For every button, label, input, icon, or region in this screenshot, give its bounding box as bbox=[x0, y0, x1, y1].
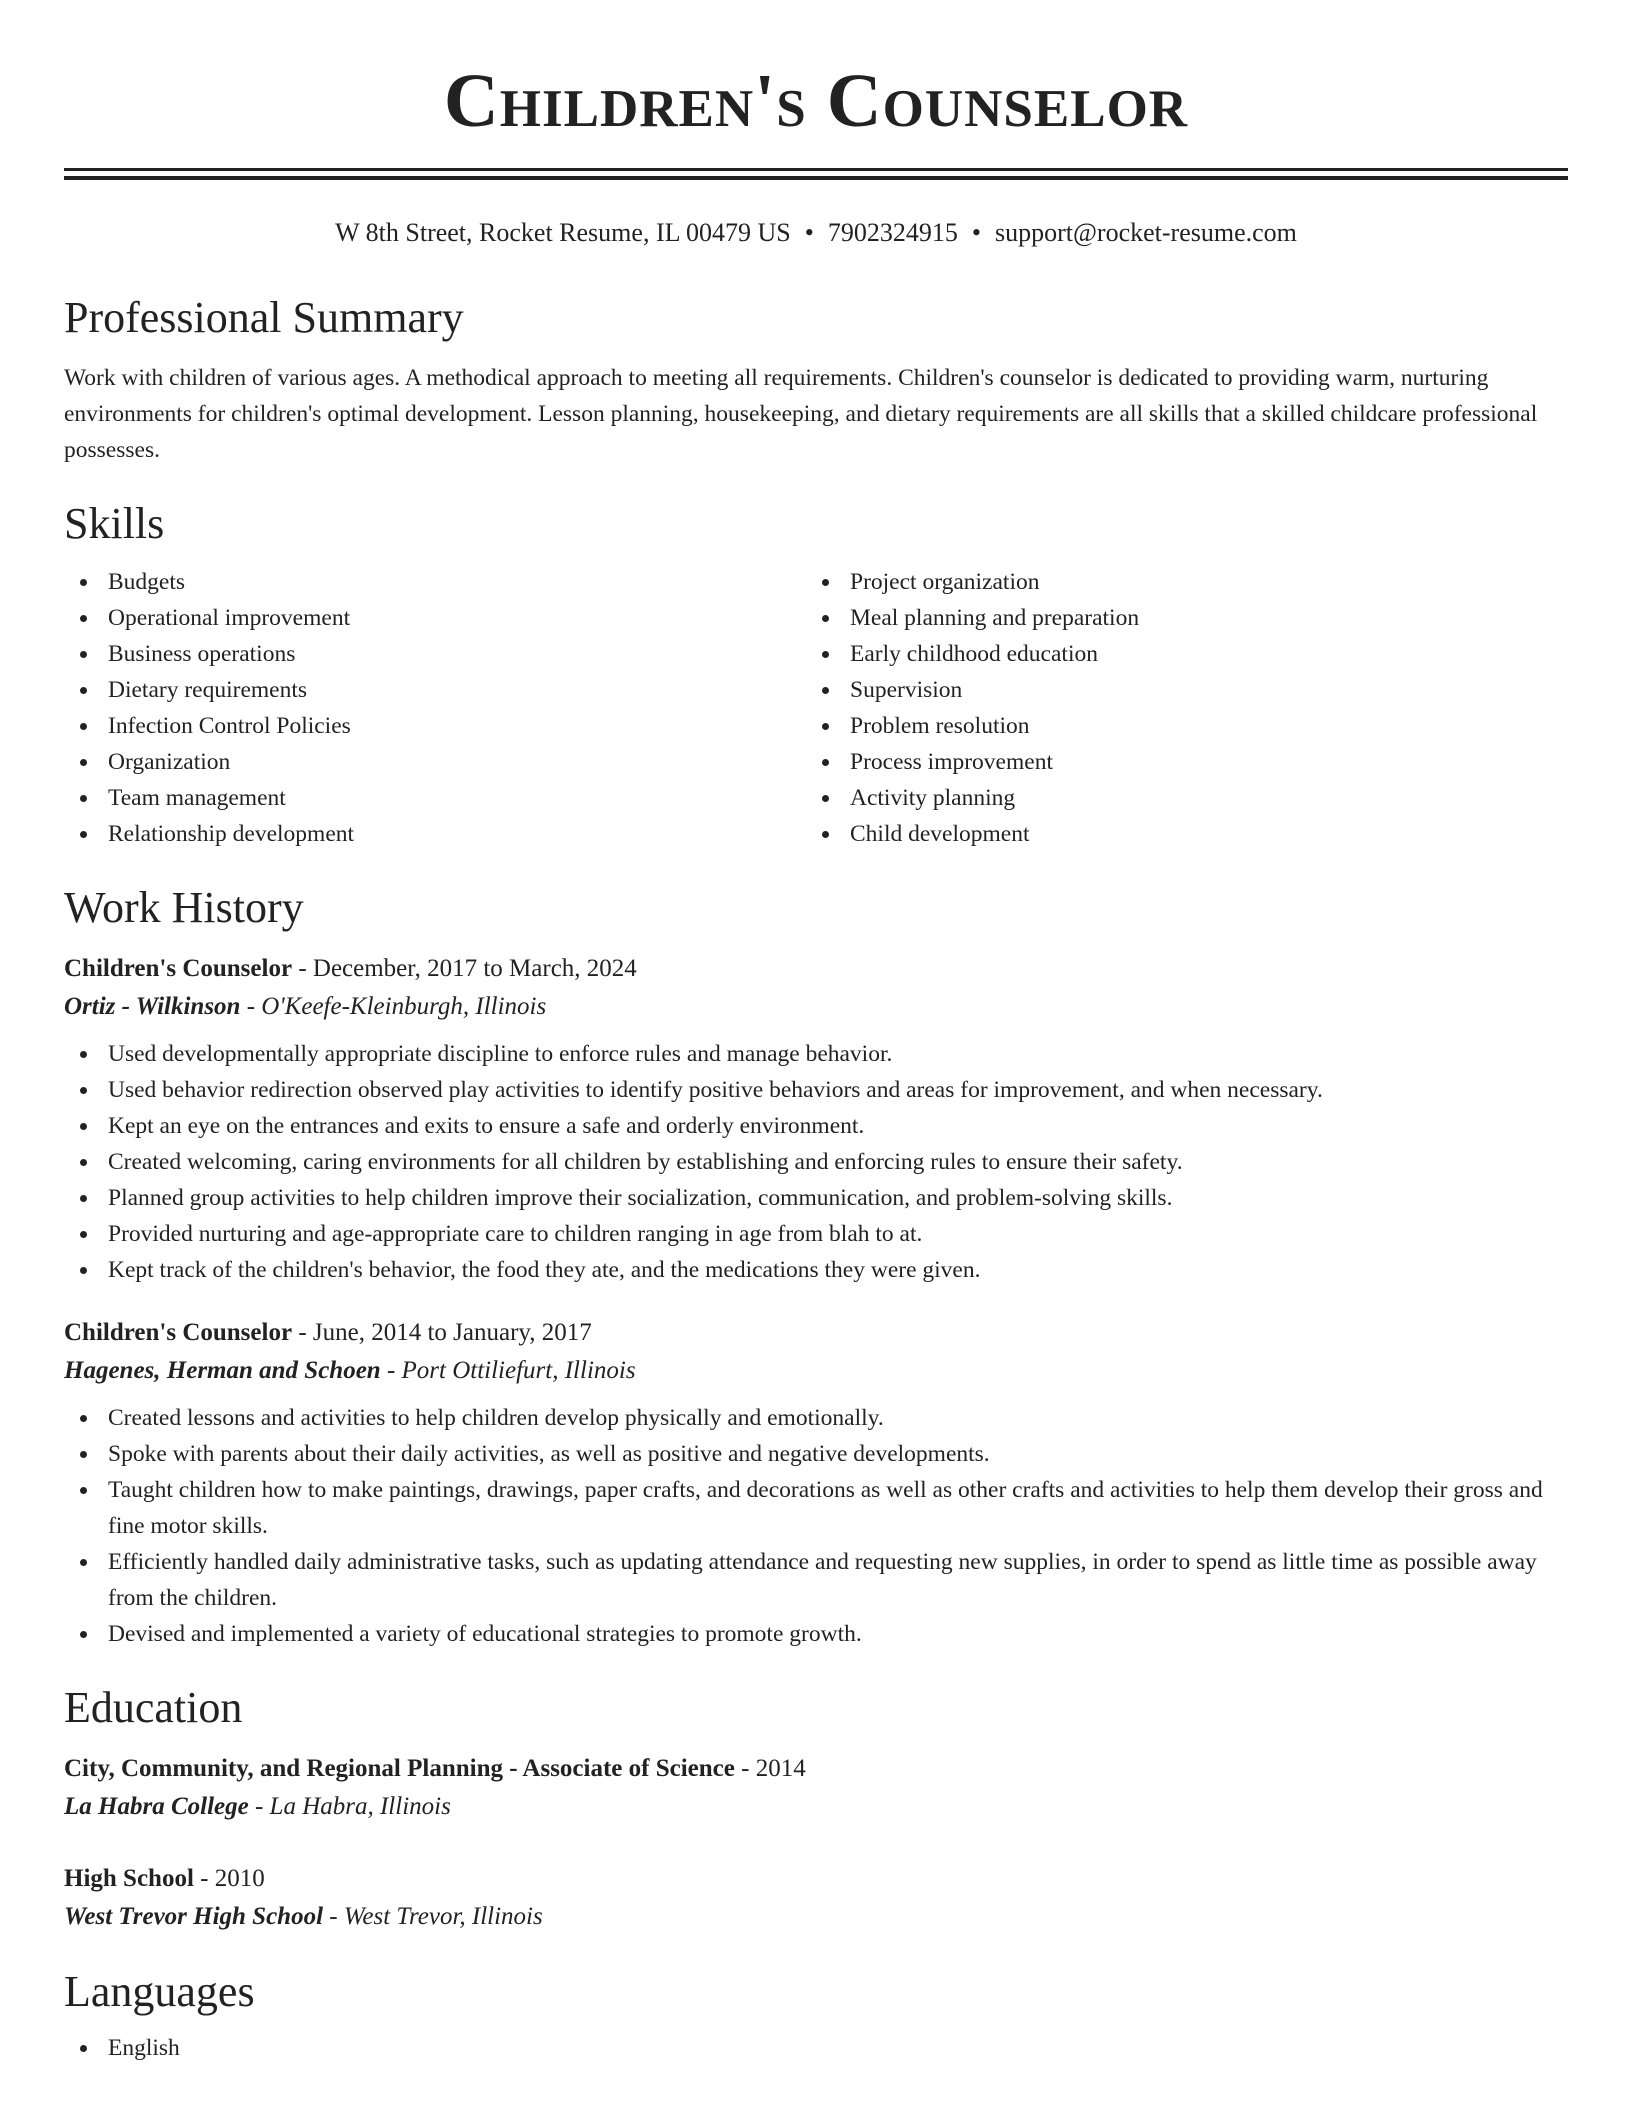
job-duty: Kept track of the children's behavior, the food they ate, and the medications they were given. bbox=[64, 1252, 1568, 1288]
job-location: - Port Ottiliefurt, Illinois bbox=[380, 1357, 636, 1384]
languages-section bbox=[64, 1966, 1568, 2066]
skill-item: Team management bbox=[64, 780, 806, 816]
contact-separator: • bbox=[971, 218, 981, 247]
education-location: - La Habra, Illinois bbox=[248, 1793, 451, 1820]
job-company-line bbox=[64, 1352, 1568, 1390]
job-title: Children's Counselor bbox=[64, 955, 293, 982]
job-duty: Kept an eye on the entrances and exits to ensure a safe and orderly environment. bbox=[64, 1108, 1568, 1144]
job-company-line bbox=[64, 988, 1568, 1026]
skill-item: Dietary requirements bbox=[64, 672, 806, 708]
skill-item: Supervision bbox=[806, 672, 1548, 708]
skills-section bbox=[64, 498, 1568, 852]
job-duties-list bbox=[64, 1036, 1568, 1288]
job-duty: Provided nurturing and age-appropriate care to children ranging in age from blah to at. bbox=[64, 1216, 1568, 1252]
skill-item: Business operations bbox=[64, 636, 806, 672]
education-degree-line bbox=[64, 1860, 1568, 1898]
work-history-section bbox=[64, 882, 1568, 1652]
skills-heading: Skills bbox=[64, 499, 165, 548]
contact-address: W 8th Street, Rocket Resume, IL 00479 US bbox=[335, 218, 791, 247]
education-school-line bbox=[64, 1788, 1568, 1826]
skill-item: Child development bbox=[806, 816, 1548, 852]
job-company: Ortiz - Wilkinson bbox=[64, 993, 241, 1020]
education-degree: High School bbox=[64, 1865, 194, 1892]
education-year: - 2010 bbox=[193, 1865, 265, 1892]
summary-heading: Professional Summary bbox=[64, 293, 464, 342]
skill-item: Early childhood education bbox=[806, 636, 1548, 672]
work-history-heading: Work History bbox=[64, 883, 304, 932]
skill-item: Meal planning and preparation bbox=[806, 600, 1548, 636]
skill-item: Organization bbox=[64, 744, 806, 780]
skills-list-right bbox=[806, 564, 1548, 852]
header-double-rule bbox=[64, 168, 1568, 180]
job-duty: Spoke with parents about their daily activities, as well as positive and negative developments. bbox=[64, 1436, 1568, 1472]
job-entry bbox=[64, 950, 1568, 1288]
skill-item: Infection Control Policies bbox=[64, 708, 806, 744]
job-duty: Taught children how to make paintings, drawings, paper crafts, and decorations as well as other crafts and activities to help them develop their gross and fine motor skills. bbox=[64, 1472, 1568, 1544]
job-dates: - December, 2017 to March, 2024 bbox=[292, 955, 637, 982]
education-location: - West Trevor, Illinois bbox=[323, 1903, 543, 1930]
job-duty: Used developmentally appropriate discipline to enforce rules and manage behavior. bbox=[64, 1036, 1568, 1072]
job-duty: Created lessons and activities to help children develop physically and emotionally. bbox=[64, 1400, 1568, 1436]
languages-heading: Languages bbox=[64, 1967, 255, 2016]
education-year: - 2014 bbox=[734, 1755, 806, 1782]
summary-text: Work with children of various ages. A methodical approach to meeting all requirements. Children's counselor is dedicated to providing warm, nurturing environments for children's optimal development. Lesson planning, housekeeping, and dietary requirements are all skills that a skilled childcare professional possesses. bbox=[64, 365, 1538, 463]
job-location: - O'Keefe-Kleinburgh, Illinois bbox=[240, 993, 547, 1020]
education-entry bbox=[64, 1750, 1568, 1826]
languages-list bbox=[64, 2030, 1568, 2066]
contact-separator: • bbox=[804, 218, 814, 247]
job-duty: Planned group activities to help children improve their socialization, communication, and problem-solving skills. bbox=[64, 1180, 1568, 1216]
job-title: Children's Counselor bbox=[64, 1319, 293, 1346]
skills-grid bbox=[64, 564, 1568, 852]
resume-name: Children's Counselor bbox=[443, 59, 1189, 143]
skill-item: Process improvement bbox=[806, 744, 1548, 780]
skill-item: Operational improvement bbox=[64, 600, 806, 636]
contact-email: support@rocket-resume.com bbox=[994, 218, 1297, 247]
skills-list-left bbox=[64, 564, 806, 852]
summary-section bbox=[64, 292, 1568, 468]
job-title-line bbox=[64, 1314, 1568, 1352]
education-degree: City, Community, and Regional Planning - Associate of Science bbox=[64, 1755, 735, 1782]
job-title-line bbox=[64, 950, 1568, 988]
language-item: English bbox=[64, 2030, 1568, 2066]
job-duty: Used behavior redirection observed play activities to identify positive behaviors and areas for improvement, and when necessary. bbox=[64, 1072, 1568, 1108]
skill-item: Relationship development bbox=[64, 816, 806, 852]
contact-line bbox=[64, 216, 1568, 250]
job-duty: Created welcoming, caring environments for all children by establishing and enforcing rules to ensure their safety. bbox=[64, 1144, 1568, 1180]
education-entry bbox=[64, 1860, 1568, 1936]
education-section bbox=[64, 1682, 1568, 1936]
contact-phone: 7902324915 bbox=[827, 218, 958, 247]
job-company: Hagenes, Herman and Schoen bbox=[64, 1357, 381, 1384]
job-duties-list bbox=[64, 1400, 1568, 1652]
education-school: La Habra College bbox=[64, 1793, 249, 1820]
job-dates: - June, 2014 to January, 2017 bbox=[292, 1319, 592, 1346]
skill-item: Activity planning bbox=[806, 780, 1548, 816]
education-school: West Trevor High School bbox=[64, 1903, 324, 1930]
education-heading: Education bbox=[64, 1683, 243, 1732]
education-school-line bbox=[64, 1898, 1568, 1936]
skill-item: Project organization bbox=[806, 564, 1548, 600]
education-degree-line bbox=[64, 1750, 1568, 1788]
job-entry bbox=[64, 1314, 1568, 1652]
skill-item: Budgets bbox=[64, 564, 806, 600]
skill-item: Problem resolution bbox=[806, 708, 1548, 744]
job-duty: Devised and implemented a variety of educational strategies to promote growth. bbox=[64, 1616, 1568, 1652]
job-duty: Efficiently handled daily administrative tasks, such as updating attendance and requesting new supplies, in order to spend as little time as possible away from the children. bbox=[64, 1544, 1568, 1616]
